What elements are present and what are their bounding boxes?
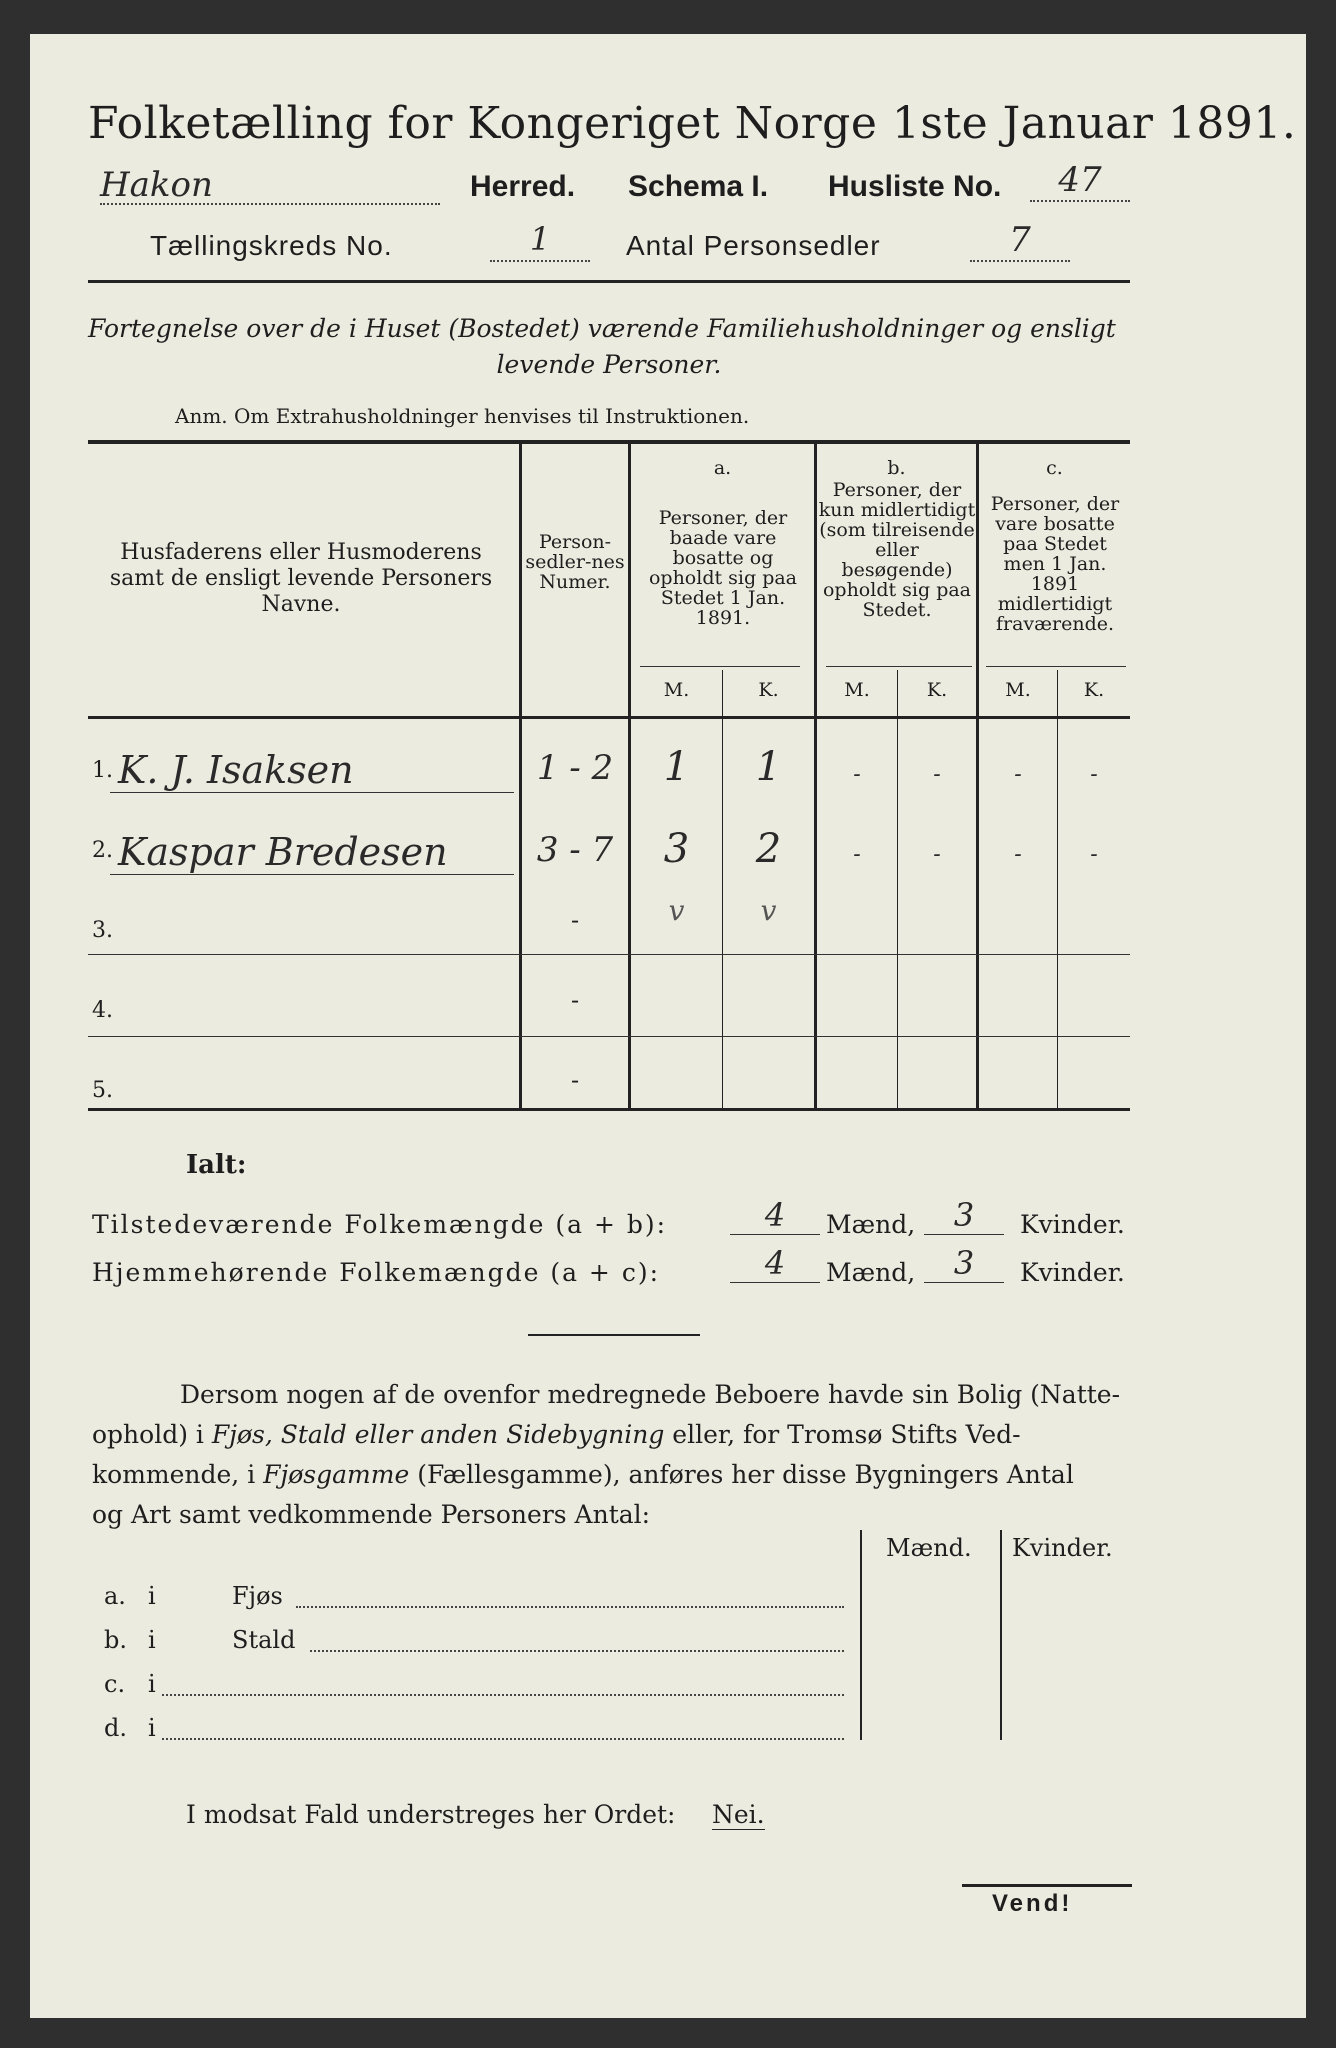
row-a-m: 3 — [663, 826, 690, 872]
row-line — [110, 874, 514, 875]
total-kvinder-label-2: Kvinder. — [1020, 1258, 1125, 1287]
kreds-label: Tællingskreds No. — [150, 230, 393, 261]
row-a-m: v — [668, 894, 685, 927]
bldg-i: i — [148, 1626, 156, 1654]
table-header-rule — [88, 716, 1130, 719]
col-name-header: Husfaderens eller Husmoderens samt de ensligt levende Personers Navne. — [109, 540, 493, 617]
row-number: 5. — [92, 1078, 113, 1103]
total-maend-label-2: Mænd, — [826, 1258, 916, 1287]
col-b-letter: b. — [887, 457, 906, 479]
col-a-header: Personer, der baade vare bosatte og opholdt sig paa Stedet 1 Jan. 1891. — [648, 507, 798, 629]
row-line — [88, 954, 1130, 955]
total-maend-1: 4 — [730, 1196, 820, 1235]
bldg-maend-header: Mænd. — [886, 1534, 972, 1562]
row-c-m: - — [1014, 762, 1022, 787]
paragraph-text: kommende, i — [92, 1460, 264, 1489]
row-a-k: 1 — [755, 744, 782, 790]
paragraph-italic: Fjøs, Stald eller anden Sidebygning — [211, 1420, 665, 1449]
subheader-rule — [986, 666, 1126, 667]
paragraph-line4: og Art samt vedkommende Personers Antal: — [92, 1500, 651, 1529]
row-a-k: v — [760, 894, 777, 927]
row-a-k: 2 — [755, 826, 782, 872]
header-rule — [88, 280, 1130, 283]
antal-value: 7 — [970, 220, 1070, 262]
bldg-dotline — [162, 1680, 844, 1696]
paragraph-text: eller, for Tromsø Stifts Ved- — [664, 1420, 1021, 1449]
row-c-k: - — [1090, 762, 1098, 787]
section-divider — [528, 1334, 700, 1336]
row-name: K. J. Isaksen — [118, 748, 354, 792]
bldg-kvinder-header: Kvinder. — [1012, 1534, 1113, 1562]
row-a-m: 1 — [663, 744, 690, 790]
bldg-dotline — [310, 1636, 844, 1652]
total-label-2: Hjemmehørende Folkemængde (a + c): — [92, 1258, 660, 1287]
bldg-letter: b. — [104, 1626, 127, 1654]
kreds-value: 1 — [490, 220, 590, 262]
bldg-letter: a. — [104, 1582, 126, 1610]
bldg-label: Stald — [232, 1626, 296, 1654]
total-kvinder-2: 3 — [924, 1244, 1004, 1283]
row-sedler: 1 - 2 — [536, 748, 614, 788]
col-num-header: Person-sedler-nes Numer. — [525, 531, 625, 593]
row-number: 1. — [92, 758, 113, 783]
vend-label: Vend! — [992, 1890, 1073, 1917]
row-b-m: - — [853, 842, 861, 867]
col-divider — [722, 670, 723, 1108]
row-b-k: - — [933, 762, 941, 787]
vend-rule — [962, 1884, 1132, 1887]
bldg-dotline — [296, 1592, 844, 1608]
paragraph-line2 — [92, 1420, 1021, 1449]
row-c-k: - — [1090, 842, 1098, 867]
herred-value: Hakon — [100, 165, 440, 205]
page-title: Folketælling for Kongeriget Norge 1ste Januar 1891. — [88, 98, 1297, 149]
row-number: 2. — [92, 838, 113, 863]
row-number: 4. — [92, 998, 113, 1023]
c-m-label: M. — [1005, 679, 1031, 701]
paragraph-text: (Fællesgamme), anføres her disse Bygningers Antal — [409, 1460, 1074, 1489]
husliste-value: 47 — [1030, 160, 1130, 202]
paragraph-italic: Fjøsgamme — [263, 1460, 410, 1489]
bldg-letter: c. — [104, 1670, 126, 1698]
herred-label: Herred. — [470, 170, 576, 203]
col-b-header: Personer, der kun midlertidigt (som tilreisende eller besøgende) opholdt sig paa Stedet. — [818, 479, 976, 621]
subtitle-line1: Fortegnelse over de i Huset (Bostedet) værende Familiehusholdninger og ensligt — [88, 314, 1116, 343]
schema-label: Schema I. — [628, 170, 769, 203]
husliste-label: Husliste No. — [828, 170, 1002, 203]
a-m-label: M. — [663, 679, 690, 701]
subtitle-line2: levende Personer. — [496, 350, 722, 379]
paragraph-text: ophold) i — [92, 1420, 212, 1449]
antal-label: Antal Personsedler — [626, 230, 881, 261]
c-k-label: K. — [1083, 679, 1105, 701]
col-a-letter: a. — [713, 457, 732, 479]
footer-text: I modsat Fald understreges her Ordet: — [186, 1800, 676, 1829]
paragraph-line1: Dersom nogen af de ovenfor medregnede Beboere havde sin Bolig (Natte- — [180, 1380, 1121, 1409]
a-k-label: K. — [758, 679, 779, 701]
subheader-rule — [640, 666, 800, 667]
col-c-letter: c. — [1046, 457, 1063, 479]
total-maend-label-1: Mænd, — [826, 1210, 916, 1239]
row-name: Kaspar Bredesen — [118, 830, 448, 874]
row-sedler: - — [570, 986, 580, 1014]
b-m-label: M. — [844, 679, 870, 701]
bldg-divider — [1000, 1530, 1002, 1740]
row-sedler: - — [570, 1066, 580, 1094]
total-kvinder-label-1: Kvinder. — [1020, 1210, 1125, 1239]
row-b-m: - — [853, 762, 861, 787]
col-divider — [1057, 670, 1058, 1108]
row-b-k: - — [933, 842, 941, 867]
bldg-label: Fjøs — [232, 1582, 283, 1610]
b-k-label: K. — [926, 679, 948, 701]
total-label-1: Tilstedeværende Folkemængde (a + b): — [92, 1210, 668, 1239]
col-c-header: Personer, der vare bosatte paa Stedet men 1 Jan. 1891 midlertidigt fraværende. — [990, 493, 1120, 635]
anm-note: Anm. Om Extrahusholdninger henvises til Instruktionen. — [175, 404, 750, 428]
bldg-dotline — [162, 1724, 844, 1740]
subheader-rule — [826, 666, 972, 667]
row-c-m: - — [1014, 842, 1022, 867]
row-sedler: - — [570, 906, 580, 934]
bldg-letter: d. — [104, 1714, 127, 1742]
row-line — [110, 792, 514, 793]
table-bottom-rule — [88, 1108, 1130, 1111]
col-divider — [897, 670, 898, 1108]
row-line — [88, 1036, 1130, 1037]
total-maend-2: 4 — [730, 1244, 820, 1283]
bldg-i: i — [148, 1670, 156, 1698]
ialt-label: Ialt: — [186, 1150, 247, 1180]
row-sedler: 3 - 7 — [536, 830, 614, 870]
row-number: 3. — [92, 918, 113, 943]
bldg-i: i — [148, 1582, 156, 1610]
paragraph-line3 — [92, 1460, 1074, 1489]
total-kvinder-1: 3 — [924, 1196, 1004, 1235]
table-top-rule — [88, 440, 1130, 444]
footer-word: Nei. — [712, 1800, 765, 1829]
bldg-i: i — [148, 1714, 156, 1742]
bldg-divider — [860, 1530, 862, 1740]
